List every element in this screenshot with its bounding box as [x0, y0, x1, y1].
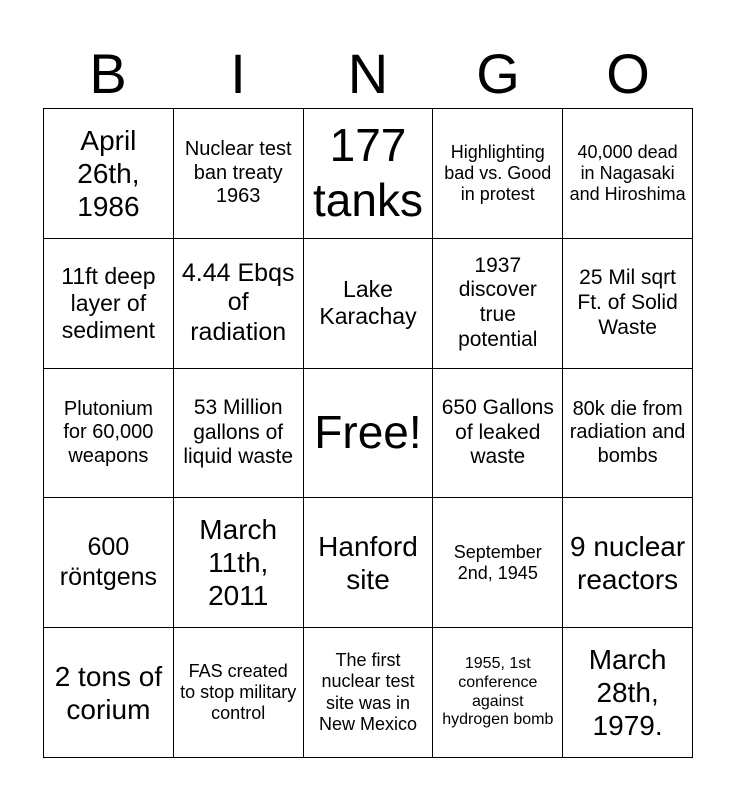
- cell-text: Hanford site: [318, 530, 418, 595]
- bingo-board: [43, 108, 693, 758]
- bingo-cell[interactable]: [433, 628, 563, 758]
- cell-text: 1955, 1st conference against hydrogen bomb: [442, 654, 554, 729]
- cell-text: 177 tanks: [313, 119, 423, 227]
- cell-text: Lake Karachay: [319, 276, 417, 330]
- cell-text: 40,000 dead in Nagasaki and Hiroshima: [569, 141, 686, 205]
- bingo-header: [43, 40, 693, 108]
- header-letter-i: I: [230, 42, 246, 105]
- cell-text: 80k die from radiation and bombs: [569, 397, 686, 467]
- bingo-cell[interactable]: [563, 109, 693, 239]
- bingo-cell[interactable]: [174, 239, 304, 369]
- cell-text: 2 tons of corium: [54, 660, 163, 725]
- bingo-cell[interactable]: [433, 498, 563, 628]
- cell-text: September 2nd, 1945: [453, 541, 542, 583]
- cell-text: March 28th, 1979.: [588, 644, 667, 742]
- bingo-cell[interactable]: [563, 369, 693, 499]
- cell-text: 9 nuclear reactors: [570, 530, 686, 595]
- header-letter-g: G: [476, 42, 520, 105]
- bingo-cell-free[interactable]: [304, 369, 434, 499]
- cell-text: FAS created to stop military control: [180, 660, 297, 724]
- bingo-cell[interactable]: [563, 628, 693, 758]
- cell-text: Highlighting bad vs. Good in protest: [444, 141, 552, 205]
- bingo-cell[interactable]: [174, 498, 304, 628]
- cell-text: 1937 discover true potential: [458, 253, 538, 351]
- bingo-cell[interactable]: [304, 109, 434, 239]
- bingo-cell[interactable]: [304, 628, 434, 758]
- cell-text: 650 Gallons of leaked waste: [441, 395, 554, 469]
- bingo-cell[interactable]: [174, 369, 304, 499]
- bingo-cell[interactable]: [563, 498, 693, 628]
- cell-text: 53 Million gallons of liquid waste: [183, 395, 294, 469]
- bingo-cell[interactable]: [433, 109, 563, 239]
- bingo-cell[interactable]: [44, 109, 174, 239]
- cell-text: Free!: [314, 406, 422, 459]
- cell-text: Plutonium for 60,000 weapons: [63, 397, 154, 467]
- header-letter-b: B: [89, 42, 127, 105]
- cell-text: April 26th, 1986: [77, 124, 140, 222]
- cell-text: The first nuclear test site was in New Mexico: [318, 650, 417, 734]
- cell-text: 600 röntgens: [59, 533, 158, 591]
- bingo-cell[interactable]: [304, 498, 434, 628]
- bingo-cell[interactable]: [433, 239, 563, 369]
- bingo-cell[interactable]: [44, 498, 174, 628]
- bingo-cell[interactable]: [44, 369, 174, 499]
- bingo-cell[interactable]: [563, 239, 693, 369]
- bingo-cell[interactable]: [44, 628, 174, 758]
- cell-text: 4.44 Ebqs of radiation: [181, 258, 295, 346]
- bingo-cell[interactable]: [44, 239, 174, 369]
- bingo-cell[interactable]: [174, 628, 304, 758]
- header-letter-n: N: [347, 42, 389, 105]
- bingo-cell[interactable]: [304, 239, 434, 369]
- cell-text: 11ft deep layer of sediment: [61, 262, 156, 343]
- cell-text: Nuclear test ban treaty 1963: [184, 138, 292, 208]
- bingo-cell[interactable]: [433, 369, 563, 499]
- bingo-cell[interactable]: [174, 109, 304, 239]
- header-letter-o: O: [606, 42, 650, 105]
- cell-text: 25 Mil sqrt Ft. of Solid Waste: [577, 266, 678, 339]
- cell-text: March 11th, 2011: [199, 514, 278, 612]
